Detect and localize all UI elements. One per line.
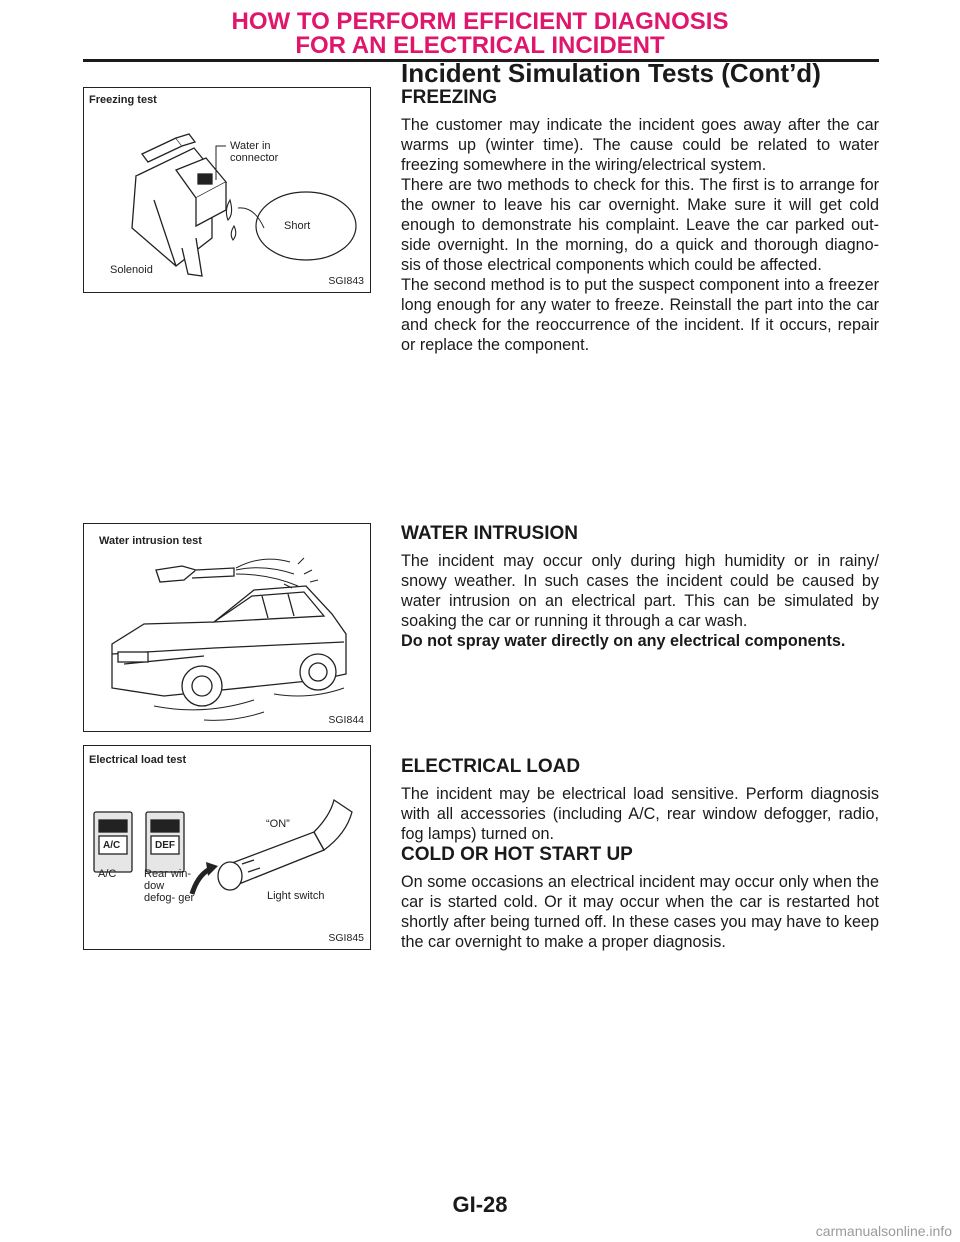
def-button-text: DEF [155, 840, 175, 851]
paragraph: On some occasions an electrical incident may occur only when the car is started cold. Or it may occur when the car is restarted hot shortly after being turned off. In these cases you may have to keep the car overnight to make a proper diagnosis. [401, 873, 879, 951]
label-rear-window-defogger: Rear win- dow defog- ger [144, 868, 195, 904]
paragraph: The second method is to put the suspect component into a freezer long enough for any water to freeze. Reinstall the part into the car and check for the reoccurrence of the incident. If it occurs, repair or replace the component. [401, 276, 879, 354]
section-heading: COLD OR HOT START UP [401, 844, 633, 865]
figure-electrical-load-test [83, 745, 371, 950]
car-spray-illustration [84, 524, 372, 733]
figure-title: Freezing test [89, 94, 157, 106]
figure-title: Water intrusion test [99, 535, 202, 547]
label-water-in-connector: Water in connector [230, 140, 279, 164]
warning-text: Do not spray water directly on any electrical components. [401, 632, 846, 650]
paragraph: There are two methods to check for this. The first is to arrange for the owner to leave his car overnight. Make sure it will get cold enough to demonstrate his complaint. Leave the car parked out- side overnight. In the morning, do a quick and thorough diagno- sis of those electrical components which could be affected. [401, 176, 879, 274]
label-short: Short [284, 220, 311, 232]
figure-water-intrusion-test [83, 523, 371, 732]
watermark: carmanualsonline.info [815, 1223, 952, 1239]
section-cold-or-hot-start-up [401, 844, 879, 952]
page-number: GI-28 [452, 1192, 508, 1217]
figure-code: SGI845 [328, 932, 364, 944]
figure-freezing-test [83, 87, 371, 293]
section-heading: ELECTRICAL LOAD [401, 756, 581, 777]
section-heading: FREEZING [401, 87, 498, 108]
label-solenoid: Solenoid [110, 264, 153, 276]
switch-illustration [84, 746, 372, 951]
paragraph: The incident may occur only during high humidity or in rainy/ snowy weather. In such cases the incident could be caused by water intrusion on an electrical part. This can be simulated by soaking the car or running it through a car wash. [401, 552, 879, 630]
label-on: “ON” [266, 818, 290, 830]
section-heading: WATER INTRUSION [401, 523, 578, 544]
figure-code: SGI843 [328, 275, 364, 287]
section-water-intrusion [401, 523, 879, 651]
section-electrical-load [401, 756, 879, 844]
header-title-line1: HOW TO PERFORM EFFICIENT DIAGNOSIS [231, 8, 729, 35]
section-title: Incident Simulation Tests (Cont’d) [401, 58, 821, 88]
section-freezing [401, 87, 879, 355]
figure-code: SGI844 [328, 714, 364, 726]
label-ac: A/C [98, 868, 117, 880]
ac-button-text: A/C [103, 840, 121, 851]
figure-title: Electrical load test [89, 754, 187, 766]
paragraph: The customer may indicate the incident goes away after the car warms up (winter time). The cause could be related to water freezing somewhere in the wiring/electrical system. [401, 116, 879, 174]
header-title-line2: FOR AN ELECTRICAL INCIDENT [295, 32, 665, 59]
label-light-switch: Light switch [267, 890, 325, 902]
paragraph: The incident may be electrical load sensitive. Perform diagnosis with all accessories (including A/C, rear window defogger, radio, fog lamps) turned on. [401, 785, 879, 843]
